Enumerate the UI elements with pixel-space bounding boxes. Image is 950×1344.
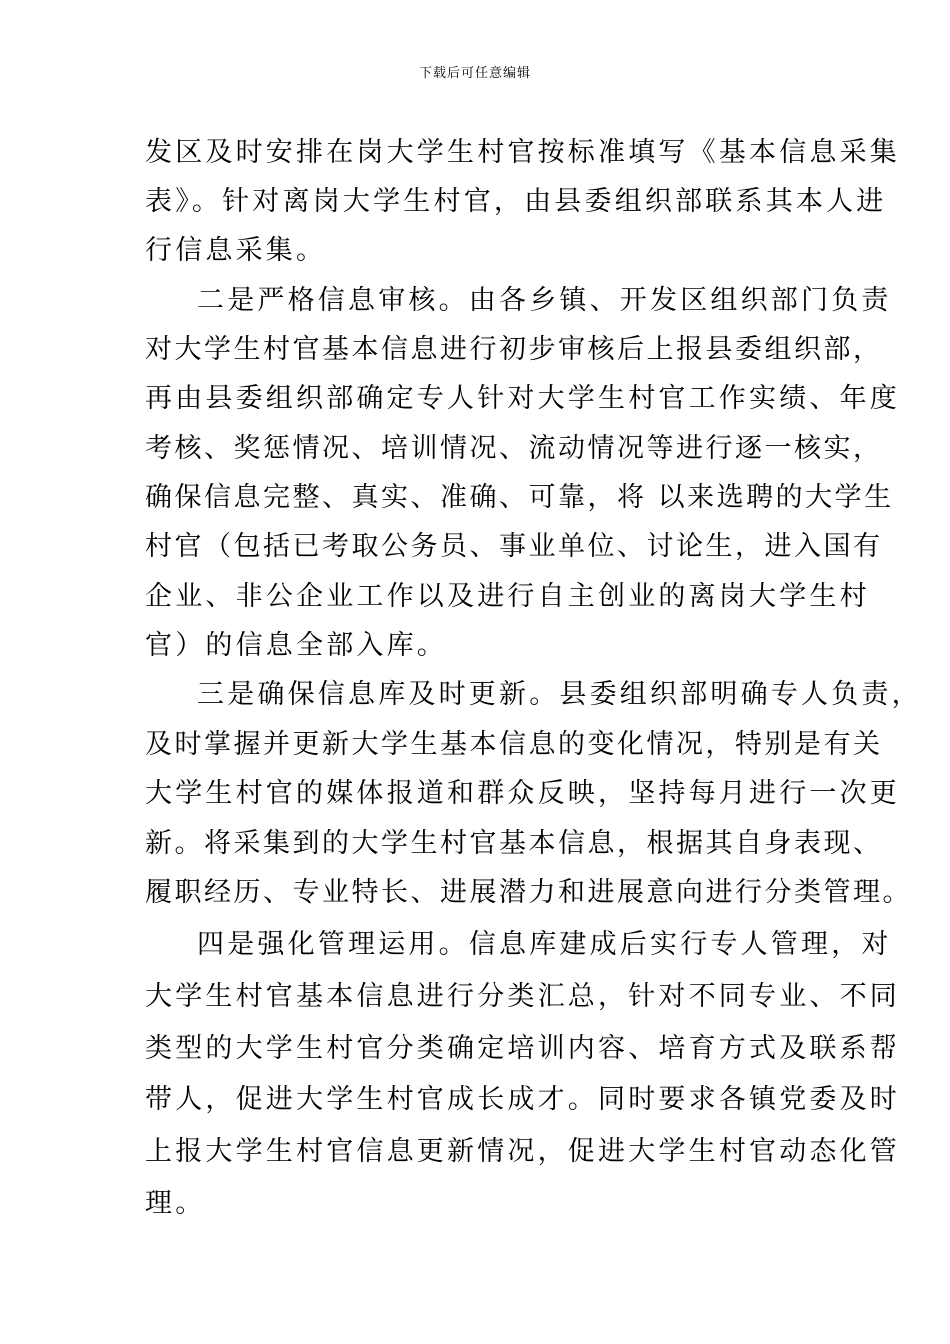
text-line: 对大学生村官基本信息进行初步审核后上报县委组织部， — [145, 334, 883, 365]
text-line: 上报大学生村官信息更新情况，促进大学生村官动态化管 — [145, 1136, 900, 1167]
text-line: 官）的信息全部入库。 — [145, 630, 447, 661]
page-header-note: 下载后可任意编辑 — [418, 66, 531, 81]
text-line: 确保信息完整、真实、准确、可靠，将 以来选聘的大学生 — [145, 482, 894, 513]
text-line: 大学生村官的媒体报道和群众反映，坚持每月进行一次更 — [145, 778, 900, 809]
paragraph-start-line: 四是强化管理运用。信息库建成后实行专人管理，对 — [197, 929, 892, 960]
text-line: 村官（包括已考取公务员、事业单位、讨论生，进入国有 — [145, 531, 883, 562]
text-line: 类型的大学生村官分类确定培训内容、培育方式及联系帮 — [145, 1033, 900, 1064]
text-line: 大学生村官基本信息进行分类汇总，针对不同专业、不同 — [145, 981, 900, 1012]
text-line: 考核、奖惩情况、培训情况、流动情况等进行逐一核实， — [145, 433, 883, 464]
text-line: 企业、非公企业工作以及进行自主创业的离岗大学生村 — [145, 581, 870, 612]
text-line: 理。 — [145, 1188, 206, 1219]
text-line: 新。将采集到的大学生村官基本信息，根据其自身表现、 — [145, 828, 883, 859]
paragraph-start-line: 二是严格信息审核。由各乡镇、开发区组织部门负责 — [197, 285, 892, 316]
text-line: 及时掌握并更新大学生基本信息的变化情况，特别是有关 — [145, 729, 883, 760]
paragraph-start-line: 三是确保信息库及时更新。县委组织部明确专人负责， — [197, 679, 922, 710]
text-line: 行信息采集。 — [145, 235, 327, 266]
text-line: 带人，促进大学生村官成长成才。同时要求各镇党委及时 — [145, 1084, 900, 1115]
text-line: 发区及时安排在岗大学生村官按标准填写《基本信息采集 — [145, 137, 900, 168]
text-line: 再由县委组织部确定专人针对大学生村官工作实绩、年度 — [145, 383, 900, 414]
text-line: 表》。针对离岗大学生村官，由县委组织部联系其本人进 — [145, 186, 887, 217]
text-line: 履职经历、专业特长、进展潜力和进展意向进行分类管理。 — [145, 877, 912, 908]
